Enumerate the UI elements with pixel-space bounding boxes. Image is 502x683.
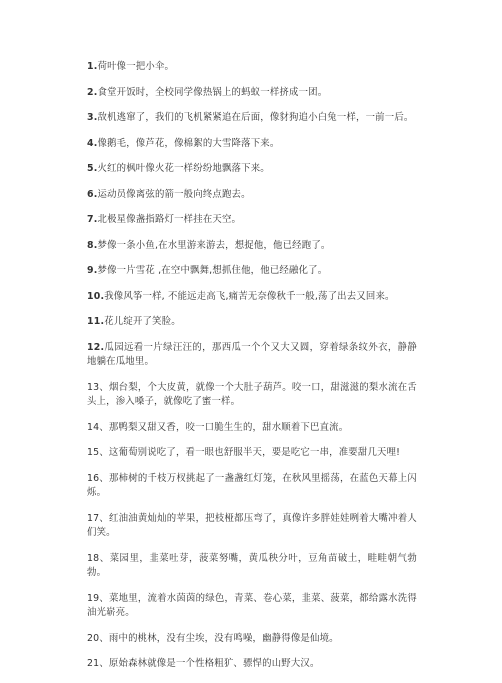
item-text: 像鹅毛，像芦花，像棉絮的大雪降落下来。 [97, 137, 280, 149]
item-text: 、这葡萄别说吃了，看一眼也舒服半天，要是吃它一串，准要甜几天哩! [99, 447, 401, 458]
item-text: 梦像一片雪花 ,在空中飘舞,想抓住他，他已经融化了。 [97, 265, 328, 276]
item-number: 15 [87, 447, 100, 458]
item-number: 14 [87, 421, 100, 433]
item-number: 19 [87, 592, 100, 604]
list-item [87, 341, 417, 370]
item-number: 20 [87, 632, 100, 644]
list-item [87, 111, 417, 126]
list-item [87, 315, 417, 330]
item-text: 、雨中的桃林，没有尘埃，没有鸣噪，幽静得像是仙境。 [99, 632, 339, 644]
list-item [87, 188, 417, 203]
item-text: 梦像一条小鱼,在水里游来游去，想捉他，他已经跑了。 [97, 239, 331, 251]
item-text: 北极星像盏指路灯一样挂在天空。 [97, 214, 242, 225]
list-item [87, 213, 417, 228]
list-item [87, 657, 417, 672]
list-item [87, 446, 417, 461]
list-item [87, 86, 417, 101]
list-item [87, 239, 417, 254]
item-number: 4. [87, 137, 98, 149]
item-number: 21 [87, 658, 100, 669]
item-text: 、烟台梨，个大皮黄，就像一个大肚子葫芦。咬一口，甜滋滋的梨水流在舌头上，渗入嗓子，就像吃了蜜一样。 [87, 381, 417, 407]
item-number: 1. [87, 61, 98, 72]
list-item [87, 264, 417, 279]
item-text: 、原始森林就像是一个性格粗犷、骠悍的山野大汉。 [99, 658, 320, 669]
document-page [87, 60, 417, 683]
item-text: 火红的枫叶像火花一样纷纷地飘落下来。 [97, 163, 270, 174]
item-number: 11. [87, 316, 105, 327]
item-number: 5. [87, 163, 98, 174]
list-item [87, 472, 417, 501]
item-text: 、那柿树的千枝万杈挑起了一盏盏红灯笼，在秋风里摇荡，在蓝色天幕上闪烁。 [87, 472, 417, 498]
list-item [87, 512, 417, 541]
item-number: 13 [87, 381, 100, 393]
item-number: 9. [87, 265, 98, 276]
list-item [87, 421, 417, 436]
item-number: 12. [87, 341, 105, 353]
list-item [87, 137, 417, 152]
list-item [87, 60, 417, 75]
list-item [87, 290, 417, 305]
item-text: 我像风筝一样, 不能远走高飞,痛苦无奈像秋千一般,荡了出去又回来。 [104, 290, 395, 302]
item-text: 、菜园里，韭菜吐芽，菠菜努嘴，黄瓜秧分叶，豆角苗破土，畦畦朝气勃勃。 [87, 552, 417, 578]
item-number: 10. [87, 290, 105, 302]
item-text: 运动员像离弦的箭一般向终点跑去。 [97, 188, 251, 200]
item-number: 16 [87, 472, 100, 484]
item-text: 、那鸭梨又甜又香，咬一口脆生生的，甜水顺着下巴直流。 [99, 421, 349, 433]
item-text: 敌机逃窜了，我们的飞机紧紧追在后面，像豺狗追小白兔一样，一前一后。 [97, 112, 414, 123]
item-number: 2. [87, 86, 98, 98]
item-number: 18 [87, 552, 100, 564]
item-text: 、菜地里，流着水茵茵的绿色，青菜、卷心菜，韭菜、菠菜，都给露水洗得油光崭亮。 [87, 592, 417, 618]
item-number: 8. [87, 239, 98, 251]
item-text: 花儿绽开了笑脸。 [104, 316, 181, 327]
item-number: 7. [87, 214, 98, 225]
item-number: 17 [87, 512, 100, 524]
list-item [87, 592, 417, 621]
list-item [87, 552, 417, 581]
item-text: 瓜园远看一片绿汪汪的，那西瓜一个个又大又圆，穿着绿条纹外衣，静静地躺在瓜地里。 [87, 341, 417, 367]
item-text: 食堂开饭时，全校同学像热锅上的蚂蚁一样挤成一团。 [97, 86, 328, 98]
item-text: 荷叶像一把小伞。 [97, 61, 175, 72]
list-item [87, 381, 417, 410]
list-item [87, 162, 417, 177]
item-number: 6. [87, 188, 98, 200]
list-item [87, 632, 417, 647]
item-number: 3. [87, 112, 98, 123]
item-text: 、红油油黄灿灿的苹果，把枝桠都压弯了，真像许多胖娃娃咧着大嘴冲着人们笑。 [87, 512, 417, 538]
